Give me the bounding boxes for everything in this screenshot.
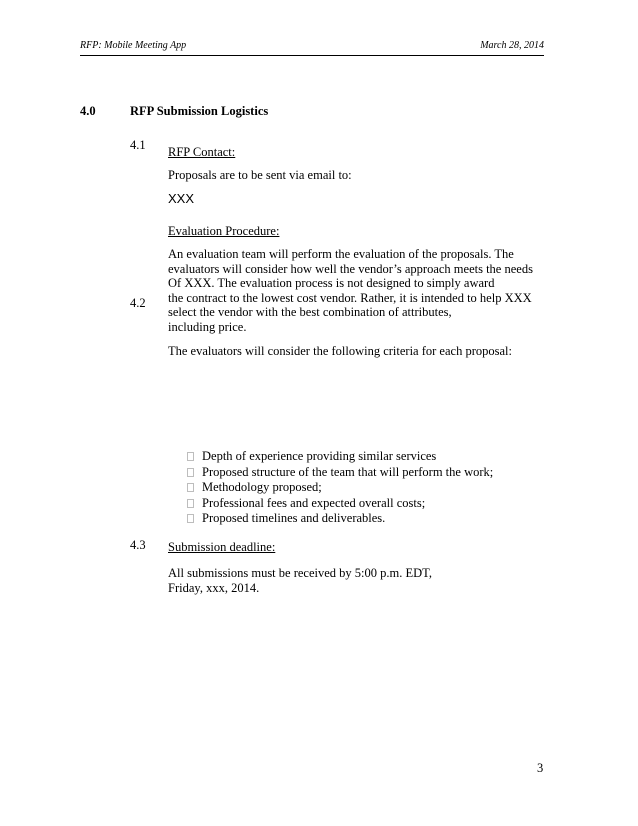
checkbox-bullet-icon	[187, 452, 194, 461]
evaluation-paragraph-line: select the vendor with the best combination of attributes,	[168, 305, 452, 319]
header-date: March 28, 2014	[480, 40, 544, 51]
criteria-text: Proposed timelines and deliverables.	[202, 511, 386, 525]
subsection-4-1-number: 4.1	[130, 138, 146, 152]
list-item	[187, 480, 493, 496]
rfp-contact-heading: RFP Contact:	[168, 145, 236, 159]
rfp-contact-email: XXX	[168, 191, 195, 206]
list-item	[187, 496, 493, 512]
criteria-text: Methodology proposed;	[202, 480, 322, 494]
rfp-contact-text: Proposals are to be sent via email to:	[168, 168, 352, 182]
criteria-text: Professional fees and expected overall costs;	[202, 495, 426, 510]
criteria-text: Proposed structure of the team that will perform the work;	[202, 464, 494, 479]
checkbox-bullet-icon	[187, 499, 194, 508]
evaluation-paragraph	[168, 247, 533, 334]
checkbox-bullet-icon	[187, 468, 194, 477]
subsection-4-3-number: 4.3	[130, 538, 146, 552]
checkbox-bullet-icon	[187, 483, 194, 492]
evaluation-paragraph-line: An evaluation team will perform the evaluation of the proposals. The	[168, 247, 514, 261]
page-number: 3	[537, 761, 544, 775]
evaluation-paragraph-line: the contract to the lowest cost vendor. Rather, it is intended to help XXX	[168, 290, 532, 305]
deadline-line: All submissions must be received by 5:00 p.m. EDT,	[168, 566, 432, 580]
criteria-text: Depth of experience providing similar services	[202, 449, 437, 463]
criteria-list	[187, 449, 493, 527]
criteria-intro: The evaluators will consider the following criteria for each proposal:	[168, 344, 512, 358]
section-title: RFP Submission Logistics	[130, 104, 269, 118]
header-title: RFP: Mobile Meeting App	[80, 40, 187, 51]
list-item	[187, 465, 493, 481]
header-divider	[80, 55, 544, 56]
section-number: 4.0	[80, 104, 96, 118]
list-item	[187, 511, 493, 527]
evaluation-paragraph-line: Of XXX. The evaluation process is not designed to simply award	[168, 276, 495, 290]
list-item	[187, 449, 493, 465]
evaluation-paragraph-line: including price.	[168, 319, 247, 334]
deadline-line: Friday, xxx, 2014.	[168, 580, 260, 595]
evaluation-paragraph-line: evaluators will consider how well the vendor’s approach meets the needs	[168, 261, 533, 276]
subsection-4-2-number: 4.2	[130, 296, 146, 310]
submission-deadline-text	[168, 566, 432, 595]
submission-deadline-heading: Submission deadline:	[168, 540, 276, 554]
evaluation-procedure-heading: Evaluation Procedure:	[168, 224, 280, 238]
checkbox-bullet-icon	[187, 514, 194, 523]
